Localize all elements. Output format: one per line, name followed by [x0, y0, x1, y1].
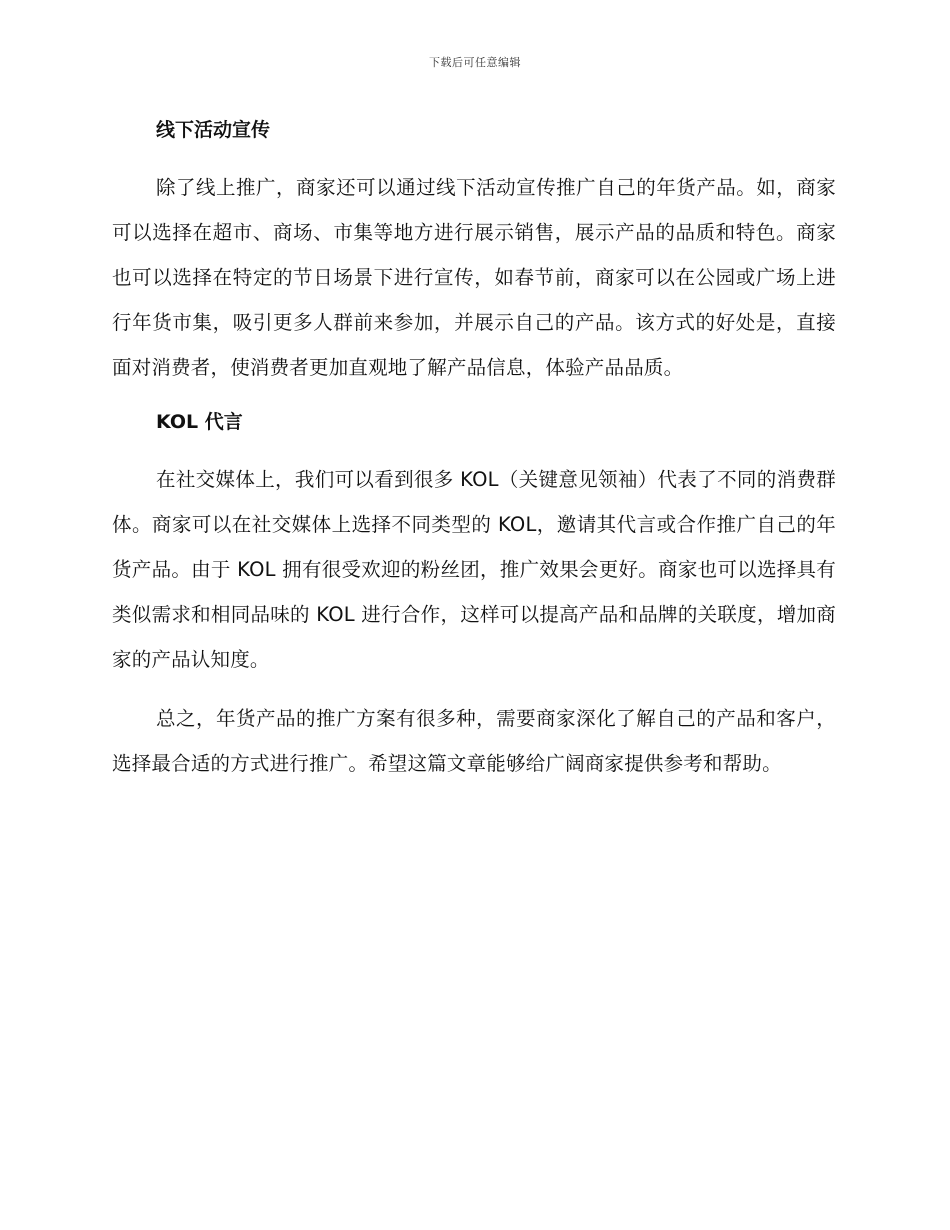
- section-heading-kol-endorsement: KOL 代言: [156, 411, 243, 433]
- page-header: 下载后可任意编辑: [429, 56, 521, 69]
- paragraph-kol-endorsement: 在社交媒体上，我们可以看到很多 KOL（关键意见领袖）代表了不同的消费群体。商家可以在社交媒体上选择不同类型的 KOL，邀请其代言或合作推广自己的年货产品。由于 KOL 拥有很受欢迎的粉丝团，推广效果会更好。商家也可以选择具有类似需求和相同品味的 KOL 进行合作，这样可以提高产品和品牌的关联度，增加商家的产品认知度。: [112, 468, 836, 671]
- section-heading-offline-promotion: 线下活动宣传: [156, 119, 271, 141]
- paragraph-conclusion: 总之，年货产品的推广方案有很多种，需要商家深化了解自己的产品和客户，选择最合适的方式进行推广。希望这篇文章能够给广阔商家提供参考和帮助。: [112, 707, 836, 775]
- document-body: [112, 112, 836, 786]
- paragraph-offline-promotion: 除了线上推广，商家还可以通过线下活动宣传推广自己的年货产品。如，商家可以选择在超市、商场、市集等地方进行展示销售，展示产品的品质和特色。商家也可以选择在特定的节日场景下进行宣传，如春节前，商家可以在公园或广场上进行年货市集，吸引更多人群前来参加，并展示自己的产品。该方式的好处是，直接面对消费者，使消费者更加直观地了解产品信息，体验产品品质。: [112, 176, 836, 379]
